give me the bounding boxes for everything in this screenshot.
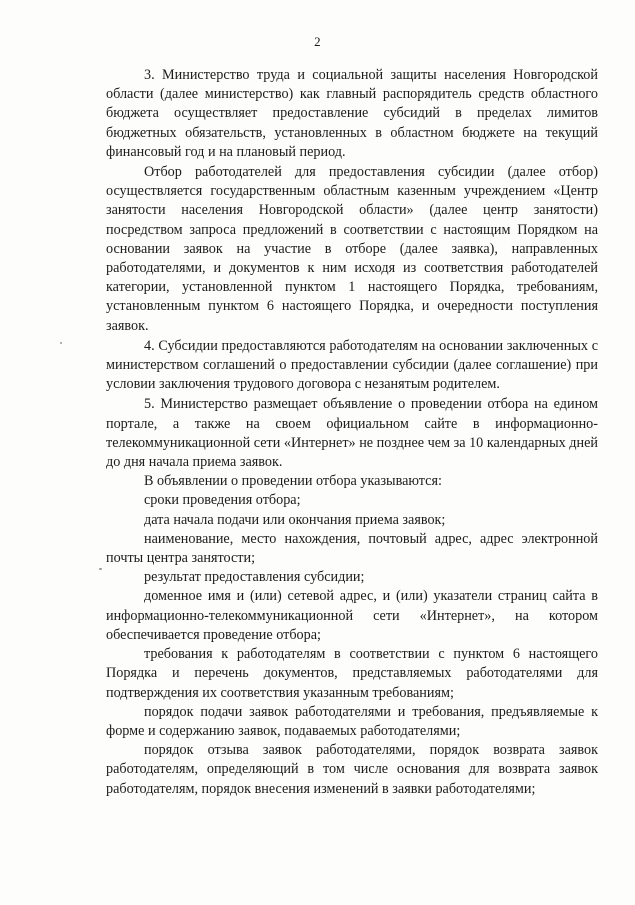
list-item: доменное имя и (или) сетевой адрес, и (или) указатели страниц сайта в информационно-телекоммуникационной сети «Интернет», на котором обеспечивается проведение отбора; xyxy=(106,588,598,643)
list-item: сроки проведения отбора; xyxy=(144,492,301,509)
list-item: наименование, место нахождения, почтовый адрес, адрес электронной почты центра занятости; xyxy=(106,530,598,567)
document-body xyxy=(106,66,598,799)
scan-speck xyxy=(60,342,62,344)
list-item: результат предоставления субсидии; xyxy=(144,569,365,586)
paragraph-item-4: 4. Субсидии предоставляются работодателям на основании заключенных с министерством соглашений о предоставлении субсидии (далее соглашение) при условии заключения трудового договора с незанятым родителем. xyxy=(106,337,598,393)
page-number: 2 xyxy=(314,34,321,49)
paragraph-announcement-intro: В объявлении о проведении отбора указываются: xyxy=(144,473,442,490)
list-item: дата начала подачи или окончания приема заявок; xyxy=(144,511,446,528)
list-item: порядок подачи заявок работодателями и требования, предъявляемые к форме и содержанию заявок, подаваемых работодателями; xyxy=(106,703,598,739)
paragraph-item-5: 5. Министерство размещает объявление о проведении отбора на едином портале, а также на своем официальном сайте в информационно-телекоммуникационной сети «Интернет» не позднее чем за 10 календарных дней до дня начала приема заявок. xyxy=(106,396,598,471)
list-item: порядок отзыва заявок работодателями, порядок возврата заявок работодателям, определяющий в том числе основания для возврата заявок работодателям, порядок внесения изменений в заявки работодателями; xyxy=(106,742,598,797)
list-item: требования к работодателям в соответствии с пунктом 6 настоящего Порядка и перечень документов, представляемых работодателями для подтверждения их соответствия указанным требованиям; xyxy=(106,646,598,701)
paragraph-item-3: 3. Министерство труда и социальной защиты населения Новгородской области (далее министерство) как главный распорядитель средств областного бюджета осуществляет предоставление субсидий в пределах лимитов бюджетных обязательств, установленных в областном бюджете на текущий финансовый год и на плановый период. xyxy=(106,67,598,160)
scan-speck xyxy=(99,568,102,570)
paragraph-selection: Отбор работодателей для предоставления субсидии (далее отбор) осуществляется государственным областным казенным учреждением «Центр занятости населения Новгородской области» (далее центр занятости) посредством запроса предложений в соответствии с настоящим Порядком на основании заявок на участие в отборе (далее заявка), направленных работодателями, и документов к ним исходя из соответствия работодателей категории, установленной пунктом 1 настоящего Порядка, требованиям, установленным пунктом 6 настоящего Порядка, и очередности поступления заявок. xyxy=(106,164,598,334)
